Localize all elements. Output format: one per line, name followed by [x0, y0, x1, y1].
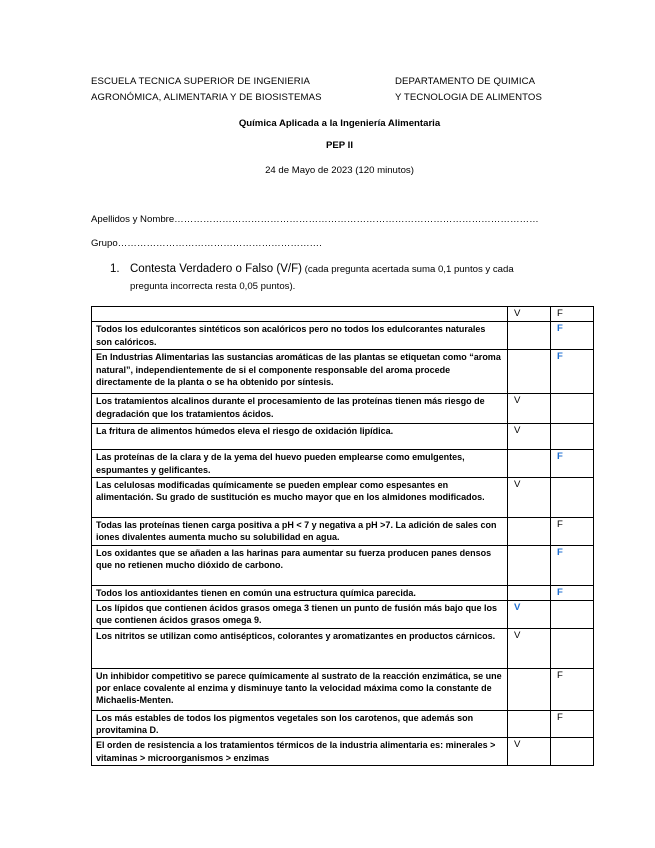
table-row [92, 601, 594, 629]
answer-f-cell[interactable]: F [551, 350, 594, 394]
table-row [92, 738, 594, 766]
question-1 [110, 261, 570, 295]
table-row [92, 450, 594, 478]
question-note: (cada pregunta acertada suma 0,1 puntos y cada [301, 264, 514, 275]
school-line-1: ESCUELA TECNICA SUPERIOR DE INGENIERIA [91, 76, 311, 87]
answer-f-cell[interactable] [551, 601, 594, 629]
answer-v-cell[interactable] [508, 517, 551, 545]
statement-cell: La fritura de alimentos húmedos eleva el riesgo de oxidación lipídica. [92, 424, 508, 450]
answer-f-cell[interactable]: F [551, 710, 594, 738]
answer-f-cell[interactable] [551, 477, 594, 517]
v-header: V [508, 307, 551, 322]
department-line-1: DEPARTAMENTO DE QUIMICA [395, 76, 536, 87]
answer-v-cell[interactable] [508, 585, 551, 600]
table-row [92, 424, 594, 450]
table-row [92, 322, 594, 350]
answer-v-cell[interactable] [508, 545, 551, 585]
answer-f-cell[interactable] [551, 394, 594, 424]
answer-f-cell[interactable]: F [551, 668, 594, 710]
answer-v-cell[interactable]: V [508, 601, 551, 629]
school-line-2: AGRONÓMICA, ALIMENTARIA Y DE BIOSISTEMAS [91, 92, 322, 103]
statement-cell: Todos los edulcorantes sintéticos son acalóricos pero no todos los edulcorantes naturales son calóricos. [92, 322, 508, 350]
statement-cell: Los oxidantes que se añaden a las harinas para aumentar su fuerza producen panes densos que no retienen mucho dióxido de carbono. [92, 545, 508, 585]
statement-cell: Los tratamientos alcalinos durante el procesamiento de las proteínas tienen más riesgo de degradación que los tratamientos ácidos. [92, 394, 508, 424]
table-row [92, 394, 594, 424]
answer-f-cell[interactable] [551, 628, 594, 668]
statement-cell: Un inhibidor competitivo se parece químicamente al sustrato de la reacción enzimática, se une por enlace covalente al enzima y disminuye tanto la velocidad máxima como la constante de Michaelis-Menten. [92, 668, 508, 710]
table-row [92, 517, 594, 545]
question-title: Contesta Verdadero o Falso (V/F) [130, 263, 302, 275]
statement-cell: Los lípidos que contienen ácidos grasos omega 3 tienen un punto de fusión más bajo que los que contienen ácidos grasos omega 9. [92, 601, 508, 629]
table-row [92, 710, 594, 738]
answer-v-cell[interactable] [508, 350, 551, 394]
answer-f-cell[interactable]: F [551, 322, 594, 350]
answer-f-cell[interactable] [551, 424, 594, 450]
course-title: Química Aplicada a la Ingeniería Alimentaria [238, 118, 441, 129]
table-row [92, 545, 594, 585]
statement-header-cell [92, 307, 508, 322]
table-row [92, 585, 594, 600]
answer-v-cell[interactable]: V [508, 477, 551, 517]
statement-cell: Las proteínas de la clara y de la yema del huevo pueden emplearse como emulgentes, espumantes y gelificantes. [92, 450, 508, 478]
statement-cell: En Industrias Alimentarias las sustancias aromáticas de las plantas se etiquetan como “aroma natural”, independientemente de si el componente responsable del aroma procede directamente de la planta o se ha obtenido por síntesis. [92, 350, 508, 394]
answer-f-cell[interactable] [551, 738, 594, 766]
answer-v-cell[interactable] [508, 450, 551, 478]
statement-cell: Los nitritos se utilizan como antisépticos, colorantes y aromatizantes en productos cárnicos. [92, 628, 508, 668]
answer-v-cell[interactable] [508, 668, 551, 710]
answer-f-cell[interactable]: F [551, 450, 594, 478]
table-row [92, 477, 594, 517]
exam-date: 24 de Mayo de 2023 (120 minutos) [265, 165, 414, 176]
answer-v-cell[interactable]: V [508, 424, 551, 450]
table-row [92, 668, 594, 710]
statement-cell: Todas las proteínas tienen carga positiva a pH < 7 y negativa a pH >7. La adición de sales con iones divalentes aumenta mucho su solubilidad en agua. [92, 517, 508, 545]
statement-cell: Las celulosas modificadas químicamente se pueden emplear como espesantes en alimentación. Su grado de sustitución es mucho mayor que en los almidones modificados. [92, 477, 508, 517]
f-header: F [551, 307, 594, 322]
statement-cell: El orden de resistencia a los tratamientos térmicos de la industria alimentaria es: minerales > vitaminas > microorganismos > enzimas [92, 738, 508, 766]
school-header [91, 74, 322, 106]
question-number: 1. [110, 263, 120, 275]
answer-v-cell[interactable]: V [508, 394, 551, 424]
exam-title: PEP II [325, 140, 354, 151]
question-note-2: pregunta incorrecta resta 0,05 puntos). [130, 281, 296, 292]
table-row [92, 628, 594, 668]
table-header-row [92, 307, 594, 322]
statement-cell: Los más estables de todos los pigmentos vegetales son los carotenos, que además son provitamina D. [92, 710, 508, 738]
answer-f-cell[interactable]: F [551, 517, 594, 545]
answer-v-cell[interactable]: V [508, 738, 551, 766]
true-false-table [91, 306, 594, 766]
table-row [92, 350, 594, 394]
answer-f-cell[interactable]: F [551, 545, 594, 585]
answer-v-cell[interactable]: V [508, 628, 551, 668]
department-header [395, 74, 542, 106]
answer-v-cell[interactable] [508, 322, 551, 350]
statement-cell: Todos los antioxidantes tienen en común una estructura química parecida. [92, 585, 508, 600]
department-line-2: Y TECNOLOGIA DE ALIMENTOS [395, 92, 542, 103]
answer-f-cell[interactable]: F [551, 585, 594, 600]
group-field: Grupo………………………………………………………. [91, 238, 322, 249]
name-field: Apellidos y Nombre…………………………………………………………………………………………………… [91, 214, 539, 225]
answer-v-cell[interactable] [508, 710, 551, 738]
